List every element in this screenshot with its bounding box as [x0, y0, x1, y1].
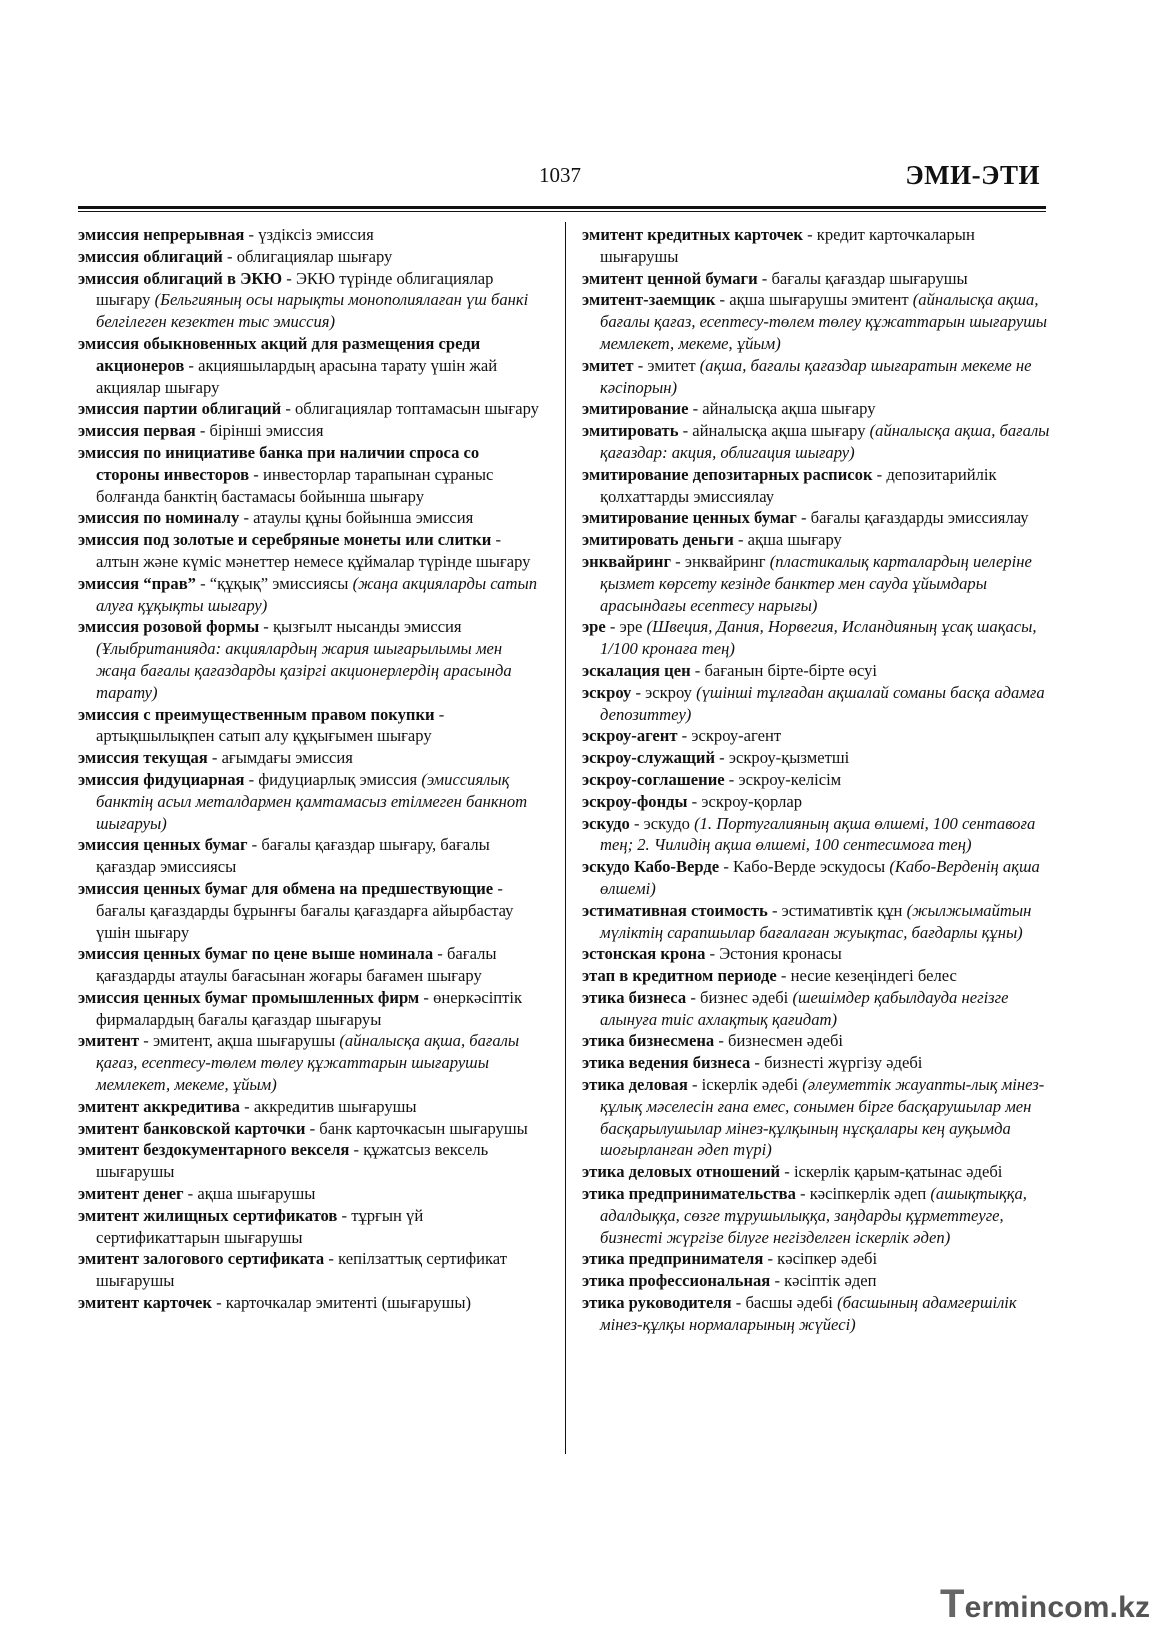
- dictionary-entry: этика деловых отношений - іскерлік қарым-қатынас әдебі: [582, 1162, 1003, 1182]
- entry-note: (1. Португалияның ақша өлшемі, 100 сентавоға тең; 2. Чилидің ақша өлшемі, 100 сентесимоға тең): [600, 813, 1036, 855]
- entry-term: эскроу-служащий: [582, 748, 716, 768]
- dictionary-entry: эмитент карточек - карточкалар эмитенті (шығарушы): [78, 1293, 472, 1313]
- entry-definition: фидуциарлық эмиссия: [258, 769, 418, 789]
- site-logo: Termincom.kz: [940, 1582, 1151, 1626]
- entry-definition: эскроу-қызметші: [728, 748, 850, 768]
- entry-note: (әлеуметтік жауапты-лық мінез-құлық мәселесін ғана емес, сонымен бірге басқарушылар мен басқарылушылар мінез-құлқының нұсқалары кең ауқымда шоғырланған әдеп түрі): [600, 1075, 1045, 1160]
- entry-term: эмитент карточек: [78, 1293, 212, 1313]
- dictionary-entry: эмиссия непрерывная - үздіксіз эмиссия: [78, 225, 374, 244]
- entry-note: (жылжымайтын мүліктің сарапшылар бағалаған жуықтас, бағдарлы құны): [600, 900, 1032, 942]
- entry-definition: эскроу: [645, 682, 692, 702]
- entry-term: эмиссия непрерывная: [78, 225, 245, 244]
- entry-definition: эмитент, ақша шығарушы: [152, 1031, 336, 1051]
- dictionary-entry: эре - эре (Швеция, Дания, Норвегия, Исландияның ұсақ шақасы, 1/100 кронаға тең): [582, 617, 1037, 659]
- entry-note: (үшінші тұлғадан ақшалай соманы басқа адамға депозиттеу): [600, 682, 1045, 724]
- entry-term: эскроу: [582, 682, 632, 702]
- entry-term: эстимативная стоимость: [582, 900, 768, 920]
- entry-term: эскроу-агент: [582, 726, 678, 746]
- entry-definition: облигациялар топтамасын шығару: [295, 399, 539, 419]
- dictionary-entry: эмиссия “прав” - “құқық” эмиссиясы (жаңа акцияларды сатып алуға құқықты шығару): [78, 573, 537, 615]
- header-rule-thin: [78, 211, 1046, 212]
- entry-note: (шешімдер қабылдауда негізге алынуға тиіс ахлақтық қағидат): [600, 987, 1009, 1029]
- entry-definition: ақша шығарушы эмитент: [729, 290, 909, 310]
- entry-definition: кәсіпкер әдебі: [777, 1249, 878, 1269]
- dictionary-entry: эмитирование ценных бумаг - бағалы қағаздарды эмиссиялау: [582, 508, 1029, 528]
- entry-definition: тұрғын үй сертификаттарын шығарушы: [96, 1205, 424, 1247]
- entry-term: эмитент банковской карточки: [78, 1118, 306, 1138]
- entry-definition: несие кезеңіндегі белес: [790, 966, 957, 986]
- entry-term: эмитент: [78, 1031, 140, 1051]
- entry-term: эмитирование депозитарных расписок: [582, 464, 873, 484]
- entry-definition: Эстония кронасы: [719, 944, 842, 964]
- entry-definition: депозитарийлік қолхаттарды эмиссиялау: [600, 464, 997, 506]
- entry-definition: атаулы құны бойынша эмиссия: [253, 508, 474, 528]
- dictionary-entry: эмитент аккредитива - аккредитив шығарушы: [78, 1096, 417, 1116]
- entry-term: этика руководителя: [582, 1293, 732, 1313]
- entry-term: этика предпринимательства: [582, 1184, 796, 1204]
- entry-term: этика бизнеса: [582, 987, 687, 1007]
- dictionary-entry: эстимативная стоимость - эстимативтік құн (жылжымайтын мүліктің сарапшылар бағалаған жуықтас, бағдарлы құны): [582, 900, 1032, 942]
- entry-definition: кепілзаттық сертификат шығарушы: [96, 1249, 507, 1291]
- entry-term: эмиссия облигаций в ЭКЮ: [78, 268, 283, 288]
- entry-term: эмиссия с преимущественным правом покупки: [78, 704, 435, 724]
- entry-definition: карточкалар эмитенті (шығарушы): [225, 1293, 472, 1313]
- dictionary-entry: эскроу-соглашение - эскроу-келісім: [582, 769, 842, 789]
- dictionary-entry: эскудо - эскудо (1. Португалияның ақша өлшемі, 100 сентавоға тең; 2. Чилидің ақша өлшемі, 100 сентесимоға тең): [582, 813, 1036, 855]
- dictionary-entry: эмитент жилищных сертификатов - тұрғын үй сертификаттарын шығарушы: [78, 1205, 424, 1247]
- entry-definition: облигациялар шығару: [236, 246, 393, 266]
- entry-definition: аккредитив шығарушы: [253, 1096, 417, 1116]
- running-head: ЭМИ-ЭТИ: [905, 160, 1040, 190]
- entry-definition: эскроу-агент: [691, 726, 782, 746]
- dictionary-entry: эмитировать деньги - ақша шығару: [582, 530, 842, 550]
- entry-note: (айналысқа ақша, бағалы қағаз, есептесу-төлем төлеу құжаттарын шығарушы мемлекет, мекеме, ұйым): [96, 1031, 520, 1095]
- entry-term: эскудо: [582, 813, 630, 833]
- entry-definition: үздіксіз эмиссия: [258, 225, 374, 244]
- entry-term: энквайринг: [582, 551, 671, 571]
- entry-term: эскудо Кабо-Верде: [582, 857, 720, 877]
- entry-term: эмиссия ценных бумаг для обмена на предшествующие: [78, 878, 494, 898]
- dictionary-entry: эмиссия ценных бумаг - бағалы қағаздар шығару, бағалы қағаздар эмиссиясы: [78, 835, 490, 877]
- entry-term: эмиссия по номиналу: [78, 508, 240, 528]
- dictionary-entry: эмиссия по номиналу - атаулы құны бойынша эмиссия: [78, 508, 474, 528]
- entry-note: (басшының адамгершілік мінез-құлқы нормаларының жүйесі): [600, 1293, 1017, 1334]
- header-rule: [78, 206, 1046, 209]
- entry-definition: эмитет: [647, 355, 696, 375]
- dictionary-entry: энквайринг - энквайринг (пластикалық карталардың иелеріне қызмет көрсету кезінде банктер мен сауда ұйымдары арасындағы есептесу нарығы): [582, 551, 1032, 615]
- dictionary-entry: эмиссия облигаций - облигациялар шығару: [78, 246, 393, 266]
- dictionary-entry: эмиссия первая - бірінші эмиссия: [78, 421, 324, 441]
- entry-definition: айналысқа ақша шығару: [702, 399, 876, 419]
- entry-note: (ақша, бағалы қағаздар шығаратын мекеме не кәсіпорын): [600, 355, 1032, 397]
- entry-definition: эскроу-келісім: [738, 769, 842, 789]
- entry-definition: бағанын бірте-бірте өсуі: [704, 660, 878, 680]
- right-column: [582, 224, 1052, 1336]
- dictionary-entry: этика бизнеса - бизнес әдебі (шешімдер қабылдауда негізге алынуға тиіс ахлақтық қағидат): [582, 987, 1009, 1029]
- dictionary-entry: эскалация цен - бағанын бірте-бірте өсуі: [582, 660, 878, 680]
- dictionary-entry: эмиссия ценных бумаг для обмена на предшествующие - бағалы қағаздарды бұрынғы бағалы қағаздарға айырбастау үшін шығару: [78, 878, 514, 942]
- dictionary-entry: эмиссия обыкновенных акций для размещения среди акционеров - акцияшылардың арасына тарату үшін жай акциялар шығару: [78, 333, 498, 397]
- dictionary-entry: эскроу - эскроу (үшінші тұлғадан ақшалай соманы басқа адамға депозиттеу): [582, 682, 1045, 724]
- entry-term: эмиссия ценных бумаг по цене выше номинала: [78, 944, 434, 964]
- entry-term: эмитент ценной бумаги: [582, 268, 758, 288]
- entry-definition: кәсіптік әдеп: [784, 1271, 877, 1291]
- entry-term: эскалация цен: [582, 660, 691, 680]
- entry-term: эмитент залогового сертификата: [78, 1249, 325, 1269]
- dictionary-entry: эскроу-агент - эскроу-агент: [582, 726, 782, 746]
- entry-term: эскроу-фонды: [582, 791, 688, 811]
- dictionary-entry: эмиссия по инициативе банка при наличии спроса со стороны инвесторов - инвесторлар тарапынан сұраныс болғанда банктің бастамасы бойынша шығару: [78, 442, 494, 506]
- entry-definition: инвесторлар тарапынан сұраныс болғанда банктің бастамасы бойынша шығару: [96, 464, 494, 506]
- dictionary-entry: эмиссия облигаций в ЭКЮ - ЭКЮ түрінде облигациялар шығару (Бельгияның осы нарықты монополиялаған үш банкі белгілеген кезектен тыс эмиссия): [78, 268, 529, 332]
- entry-term: эмиссия по инициативе банка при наличии спроса со стороны инвесторов: [78, 442, 480, 484]
- dictionary-entry: эскроу-фонды - эскроу-қорлар: [582, 791, 803, 811]
- dictionary-entry: эмиссия розовой формы - қызғылт нысанды эмиссия (Ұлыбританияда: акциялардың жария шығарылымы мен жаңа бағалы қағаздарды қазіргі акционерлердің арасында тарату): [78, 617, 512, 702]
- dictionary-entry: этап в кредитном периоде - несие кезеңіндегі белес: [582, 966, 957, 986]
- entry-definition: басшы әдебі: [745, 1293, 833, 1313]
- dictionary-entry: эмитент ценной бумаги - бағалы қағаздар шығарушы: [582, 268, 968, 288]
- left-column: [78, 224, 546, 1314]
- page-number: 1037: [539, 163, 581, 187]
- dictionary-entry: эмиссия ценных бумаг промышленных фирм - өнеркәсіптік фирмалардың бағалы қағаздар шығаруы: [78, 987, 523, 1029]
- entry-term: этика предпринимателя: [582, 1249, 764, 1269]
- entry-definition: энквайринг: [684, 551, 766, 571]
- entry-definition: эскудо: [643, 813, 690, 833]
- entry-definition: бағалы қағаздарды бұрынғы бағалы қағаздарға айырбастау үшін шығару: [96, 900, 514, 942]
- dictionary-entry: этика деловая - іскерлік әдебі (әлеуметтік жауапты-лық мінез-құлық мәселесін ғана емес, сонымен бірге басқарушылар мен басқарылушылар мінез-құлқының нұсқалары кең ауқымда шоғырланған әдеп түрі): [582, 1075, 1045, 1160]
- dictionary-entry: эскудо Кабо-Верде - Кабо-Верде эскудосы (Кабо-Верденің ақша өлшемі): [582, 857, 1040, 898]
- entry-definition: іскерлік қарым-қатынас әдебі: [793, 1162, 1003, 1182]
- entry-definition: бизнес әдебі: [700, 987, 789, 1007]
- dictionary-entry: этика бизнесмена - бизнесмен әдебі: [582, 1031, 844, 1051]
- dictionary-entry: эмитент - эмитент, ақша шығарушы (айналысқа ақша, бағалы қағаз, есептесу-төлем төлеу құжаттарын шығарушы мемлекет, мекеме, ұйым): [78, 1031, 520, 1095]
- entry-definition: кәсіпкерлік әдеп: [809, 1184, 927, 1204]
- entry-definition: бизнесті жүргізу әдебі: [764, 1053, 923, 1073]
- entry-definition: қызғылт нысанды эмиссия: [272, 617, 462, 637]
- dictionary-entry: этика ведения бизнеса - бизнесті жүргізу әдебі: [582, 1053, 923, 1073]
- entry-note: (айналысқа ақша, бағалы қағаздар: акция, облигация шығару): [600, 421, 1050, 462]
- entry-term: этика ведения бизнеса: [582, 1053, 751, 1073]
- entry-note: (жаңа акцияларды сатып алуға құқықты шығару): [96, 573, 537, 615]
- dictionary-entry: эмиссия с преимущественным правом покупки - артықшылықпен сатып алу құқығымен шығару: [78, 704, 445, 746]
- entry-definition: өнеркәсіптік фирмалардың бағалы қағаздар шығаруы: [96, 987, 523, 1029]
- entry-definition: бағалы қағаздарды эмиссиялау: [810, 508, 1029, 528]
- entry-definition: ақша шығарушы: [197, 1184, 316, 1204]
- entry-term: эстонская крона: [582, 944, 706, 964]
- entry-term: эмиссия первая: [78, 421, 196, 441]
- dictionary-entry: эмиссия текущая - ағымдағы эмиссия: [78, 748, 353, 768]
- entry-note: (эмиссиялық банктің асыл металдармен қамтамасыз етілмеген банкнот шығаруы): [96, 769, 528, 833]
- entry-term: эмитировать: [582, 421, 679, 441]
- entry-term: эмитент аккредитива: [78, 1096, 240, 1116]
- entry-definition: бағалы қағаздар шығару, бағалы қағаздар эмиссиясы: [96, 835, 490, 877]
- entry-note: (айналысқа ақша, бағалы қағаз, есептесу-төлем төлеу құжаттарын шығарушы мемлекет, мекеме, ұйым): [600, 290, 1047, 353]
- entry-note: (Бельгияның осы нарықты монополиялаған үш банкі белгілеген кезектен тыс эмиссия): [96, 290, 529, 332]
- dictionary-entry: эмиссия фидуциарная - фидуциарлық эмиссия (эмиссиялық банктің асыл металдармен қамтамасыз етілмеген банкнот шығаруы): [78, 769, 528, 833]
- entry-term: эмиссия “прав”: [78, 573, 196, 593]
- entry-definition: эскроу-қорлар: [701, 791, 803, 811]
- dictionary-entry: эмитировать - айналысқа ақша шығару (айналысқа ақша, бағалы қағаздар: акция, облигация шығару): [582, 421, 1050, 462]
- entry-term: эмитент кредитных карточек: [582, 225, 803, 244]
- entry-definition: ақша шығару: [747, 530, 842, 550]
- entry-term: эмиссия ценных бумаг промышленных фирм: [78, 987, 420, 1007]
- entry-note: (пластикалық карталардың иелеріне қызмет көрсету кезінде банктер мен сауда ұйымдары арасындағы есептесу нарығы): [600, 551, 1032, 615]
- entry-term: эре: [582, 617, 606, 637]
- entry-term: эмиссия фидуциарная: [78, 769, 245, 789]
- entry-term: эмиссия облигаций: [78, 246, 223, 266]
- dictionary-entry: эмитент-заемщик - ақша шығарушы эмитент (айналысқа ақша, бағалы қағаз, есептесу-төлем төлеу құжаттарын шығарушы мемлекет, мекеме, ұйым): [582, 290, 1047, 353]
- entry-definition: алтын және күміс мәнеттер немесе құймалар түрінде шығару: [96, 551, 531, 571]
- entry-term: этап в кредитном периоде: [582, 966, 777, 986]
- entry-note: (Кабо-Верденің ақша өлшемі): [600, 857, 1040, 898]
- entry-definition: айналысқа ақша шығару: [692, 421, 866, 441]
- entry-definition: артықшылықпен сатып алу құқығымен шығару: [96, 726, 432, 746]
- entry-definition: “құқық” эмиссиясы: [209, 573, 349, 593]
- entry-term: эмитирование: [582, 399, 689, 419]
- dictionary-entry: эмиссия партии облигаций - облигациялар топтамасын шығару: [78, 399, 539, 419]
- dictionary-entry: эмиссия ценных бумаг по цене выше номинала - бағалы қағаздарды атаулы бағасынан жоғары бағамен шығару: [78, 944, 497, 986]
- entry-definition: құжатсыз вексель шығарушы: [96, 1140, 489, 1182]
- entry-note: (Швеция, Дания, Норвегия, Исландияның ұсақ шақасы, 1/100 кронаға тең): [600, 617, 1037, 659]
- entry-term: эмиссия под золотые и серебряные монеты или слитки: [78, 530, 492, 550]
- entry-definition: бірінші эмиссия: [209, 421, 324, 441]
- entry-definition: бағалы қағаздар шығарушы: [771, 268, 968, 288]
- entry-definition: ағымдағы эмиссия: [221, 748, 353, 768]
- dictionary-entry: эмиссия под золотые и серебряные монеты или слитки - алтын және күміс мәнеттер немесе құймалар түрінде шығару: [78, 530, 531, 571]
- entry-term: этика профессиональная: [582, 1271, 771, 1291]
- entry-term: эмиссия ценных бумаг: [78, 835, 248, 855]
- entry-term: эмитент-заемщик: [582, 290, 716, 310]
- dictionary-entry: эмитент банковской карточки - банк карточкасын шығарушы: [78, 1118, 528, 1138]
- entry-definition: бизнесмен әдебі: [728, 1031, 844, 1051]
- entry-definition: ЭКЮ түрінде облигациялар шығару: [96, 268, 494, 310]
- dictionary-entry: эскроу-служащий - эскроу-қызметші: [582, 748, 850, 768]
- entry-note: (Ұлыбританияда: акциялардың жария шығарылымы мен жаңа бағалы қағаздарды қазіргі акционерлердің арасында тарату): [96, 639, 512, 702]
- entry-definition: бағалы қағаздарды атаулы бағасынан жоғары бағамен шығару: [96, 944, 497, 986]
- dictionary-entry: эмитирование - айналысқа ақша шығару: [582, 399, 876, 419]
- entry-term: эскроу-соглашение: [582, 769, 725, 789]
- entry-definition: іскерлік әдебі: [701, 1075, 799, 1095]
- entry-term: эмитет: [582, 355, 634, 375]
- entry-definition: эре: [619, 617, 643, 637]
- entry-term: эмиссия партии облигаций: [78, 399, 282, 419]
- dictionary-entry: эмитент залогового сертификата - кепілзаттық сертификат шығарушы: [78, 1249, 507, 1291]
- entry-term: этика бизнесмена: [582, 1031, 715, 1051]
- entry-term: эмитент бездокументарного векселя: [78, 1140, 350, 1160]
- entry-definition: кредит карточкаларын шығарушы: [600, 225, 975, 266]
- entry-definition: Кабо-Верде эскудосы: [733, 857, 886, 877]
- entry-term: эмитирование ценных бумаг: [582, 508, 797, 528]
- entry-term: эмитент жилищных сертификатов: [78, 1205, 338, 1225]
- dictionary-entry: этика руководителя - басшы әдебі (басшының адамгершілік мінез-құлқы нормаларының жүйесі): [582, 1293, 1017, 1334]
- entry-term: эмиссия обыкновенных акций для размещения среди акционеров: [78, 333, 481, 375]
- entry-definition: банк карточкасын шығарушы: [319, 1118, 528, 1138]
- dictionary-entry: эмитирование депозитарных расписок - депозитарийлік қолхаттарды эмиссиялау: [582, 464, 997, 506]
- dictionary-entry: эмитент бездокументарного векселя - құжатсыз вексель шығарушы: [78, 1140, 489, 1182]
- dictionary-entry: эмитент кредитных карточек - кредит карточкаларын шығарушы: [582, 225, 975, 266]
- entry-term: этика деловая: [582, 1075, 688, 1095]
- dictionary-entry: этика профессиональная - кәсіптік әдеп: [582, 1271, 877, 1291]
- entry-term: этика деловых отношений: [582, 1162, 781, 1182]
- dictionary-entry: этика предпринимателя - кәсіпкер әдебі: [582, 1249, 878, 1269]
- dictionary-entry: эстонская крона - Эстония кронасы: [582, 944, 842, 964]
- entry-definition: эстимативтік құн: [781, 900, 903, 920]
- column-divider: [565, 222, 566, 1454]
- dictionary-entry: эмитет - эмитет (ақша, бағалы қағаздар шығаратын мекеме не кәсіпорын): [582, 355, 1032, 397]
- entry-term: эмитировать деньги: [582, 530, 734, 550]
- entry-term: эмиссия розовой формы: [78, 617, 260, 637]
- entry-note: (ашықтыққа, адалдыққа, сөзге тұрушылыққа, заңдарды құрметтеуге, бизнесті жүргізе білуге негізделген іскерлік әдеп): [600, 1184, 1027, 1247]
- entry-term: эмитент денег: [78, 1184, 184, 1204]
- dictionary-entry: этика предпринимательства - кәсіпкерлік әдеп (ашықтыққа, адалдыққа, сөзге тұрушылыққа, заңдарды құрметтеуге, бизнесті жүргізе білуге негізделген іскерлік әдеп): [582, 1184, 1027, 1247]
- entry-definition: акцияшылардың арасына тарату үшін жай акциялар шығару: [96, 355, 498, 397]
- entry-term: эмиссия текущая: [78, 748, 208, 768]
- dictionary-entry: эмитент денег - ақша шығарушы: [78, 1184, 316, 1204]
